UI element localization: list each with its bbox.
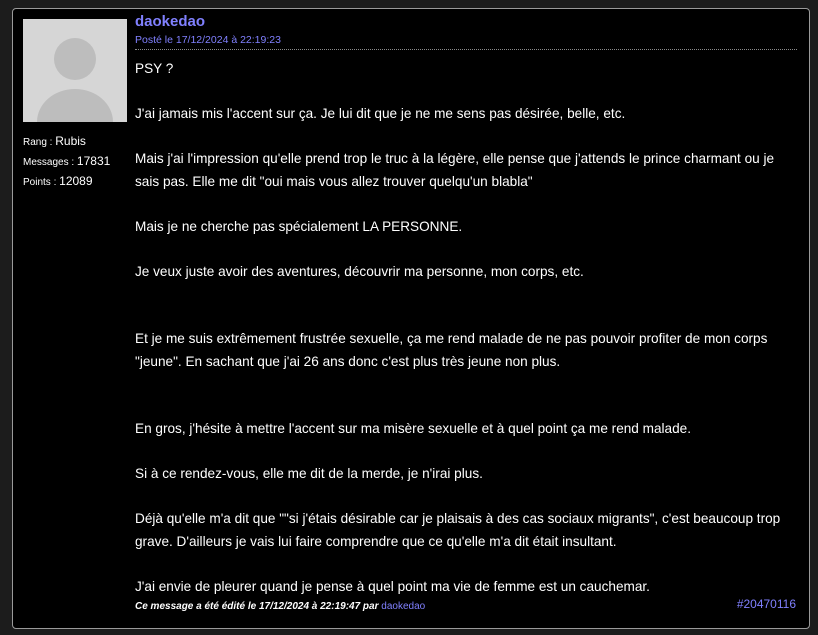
rank-value: Rubis [55,134,86,148]
edit-notice [135,601,425,612]
points-label: Points [23,177,51,188]
points-value: 12089 [59,174,93,188]
user-rank: Rang : Rubis [23,134,86,148]
post-paragraph: Mais je ne cherche pas spécialement LA PERSONNE. [135,218,463,234]
post-id-link[interactable]: #20470116 [736,597,796,611]
post-paragraph: Et je me suis extrêmement frustrée sexuelle, ça me rend malade de ne pas pouvoir profiter de mon corps "jeune". En sachant que j'ai 26 ans donc c'est plus très jeune non plus. [135,331,768,369]
post-paragraph: En gros, j'hésite à mettre l'accent sur ma misère sexuelle et à quel point ça me rend malade. [135,421,692,436]
author-link[interactable]: daokedao [135,13,206,30]
rank-label: Rang [23,137,47,148]
post-paragraph: J'ai jamais mis l'accent sur ça. Je lui dit que je ne me sens pas désirée, belle, etc. [135,106,626,121]
post-paragraph: Si à ce rendez-vous, elle me dit de la merde, je n'irai plus. [135,466,483,481]
default-avatar-icon[interactable] [23,19,127,122]
post-paragraph: J'ai envie de pleurer quand je pense à quel point ma vie de femme est un cauchemar. [135,578,650,594]
user-messages: Messages : 17831 [23,154,111,168]
header-divider [135,49,797,50]
messages-value: 17831 [76,154,111,168]
edit-author-link[interactable]: daokedao [381,601,426,612]
post-paragraph: Mais j'ai l'impression qu'elle prend trop le truc à la légère, elle pense que j'attends le prince charmant ou je sais pas. Elle me dit "oui mais vous allez trouver quelqu'un blabla" [135,151,775,189]
post-main [135,12,797,598]
user-stats [23,132,127,192]
post-paragraph: PSY ? [135,61,174,76]
messages-label: Messages [23,157,69,168]
forum-post [12,8,810,629]
edit-notice-text: Ce message a été édité le 17/12/2024 à 22:19:47 par [135,601,379,612]
user-sidebar [23,19,127,192]
post-paragraph: Je veux juste avoir des aventures, découvrir ma personne, mon corps, etc. [135,263,584,279]
post-date: Posté le 17/12/2024 à 22:19:23 [135,34,281,46]
post-paragraph: Déjà qu'elle m'a dit que ""si j'étais désirable car je plaisais à des cas sociaux migrants", c'est beaucoup trop grave. D'ailleurs je vais lui faire comprendre que ce qu'elle m'a dit était insultant. [135,511,781,549]
user-points: Points : 12089 [23,174,93,188]
post-body [135,58,797,598]
